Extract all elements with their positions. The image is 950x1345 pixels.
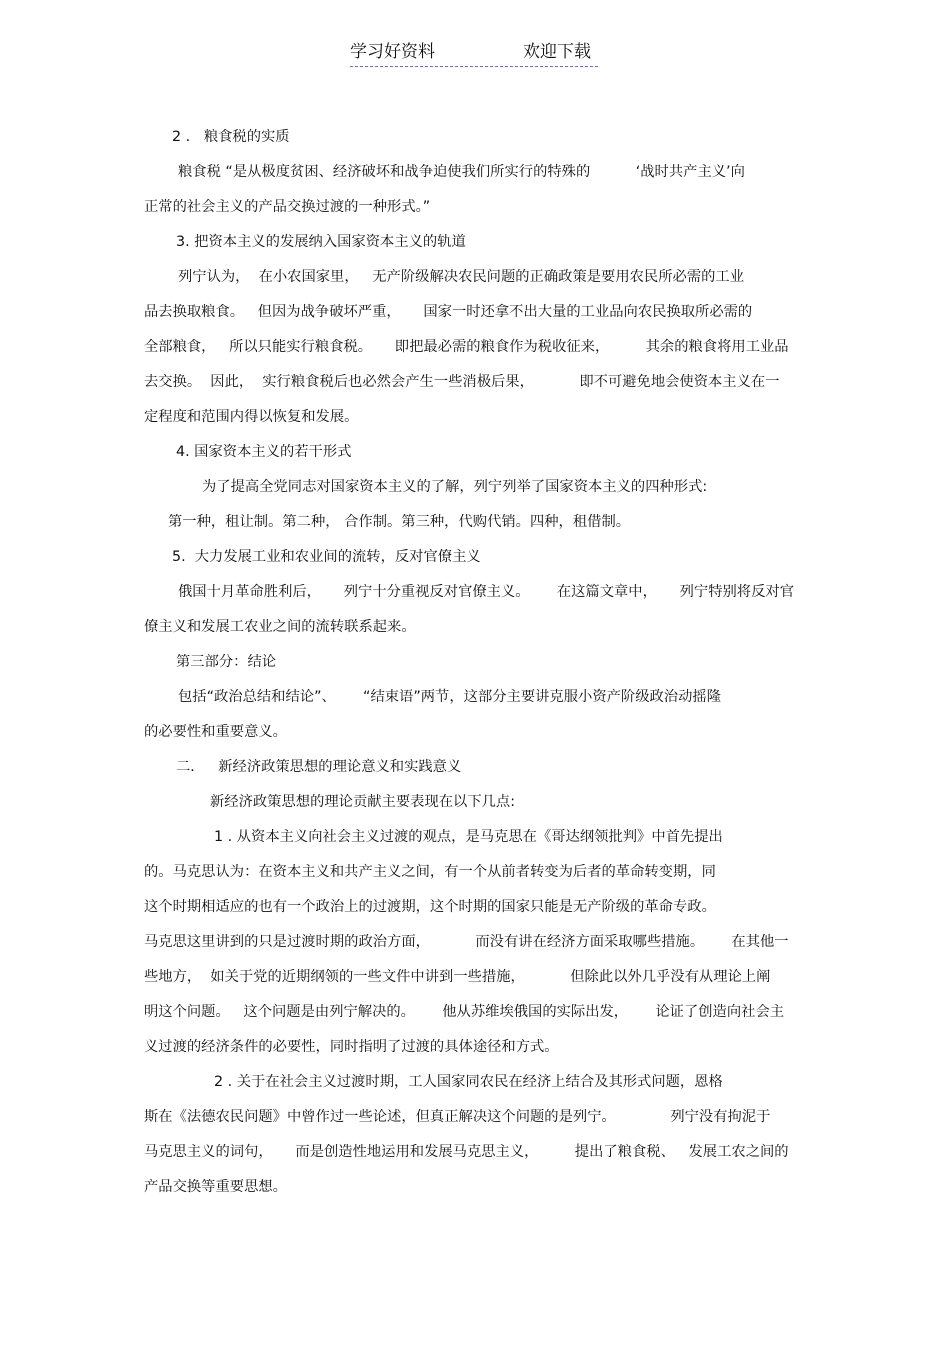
page-header bbox=[350, 40, 598, 67]
section-heading: 2 . 粮食税的实质 bbox=[172, 129, 290, 145]
section-heading: 5. 大力发展工业和农业间的流转，反对官僚主义 bbox=[172, 549, 481, 565]
header-left-text: 学习好资料 bbox=[350, 42, 435, 62]
paragraph-line: 斯在《法德农民问题》中曾作过一些论述，但真正解决这个问题的是列宁。 列宁没有拘泥于 bbox=[144, 1109, 771, 1125]
paragraph-line: 粮食税 “是从极度贫困、经济破坏和战争迫使我们所实行的特殊的 ‘战时共产主义’向 bbox=[178, 164, 745, 180]
chapter-heading: 二． 新经济政策思想的理论意义和实践意义 bbox=[176, 759, 462, 775]
header-right-text: 欢迎下载 bbox=[523, 42, 591, 62]
paragraph-line: 俄国十月革命胜利后， 列宁十分重视反对官僚主义。 在这篇文章中， 列宁特别将反对官 bbox=[178, 584, 794, 600]
paragraph-line: 僚主义和发展工农业之间的流转联系起来。 bbox=[144, 619, 416, 635]
paragraph-line: 列宁认为， 在小农国家里， 无产阶级解决农民问题的正确政策是要用农民所必需的工业 bbox=[178, 269, 745, 285]
paragraph-line: 定程度和范围内得以恢复和发展。 bbox=[144, 409, 359, 425]
paragraph-line: 为了提高全党同志对国家资本主义的了解，列宁列举了国家资本主义的四种形式: bbox=[202, 479, 708, 495]
paragraph-line: 全部粮食， 所以只能实行粮食税。 即把最必需的粮食作为税收征来， 其余的粮食将用工业品 bbox=[144, 339, 789, 355]
paragraph-line: 的。马克思认为：在资本主义和共产主义之间，有一个从前者转变为后者的革命转变期，同 bbox=[144, 864, 716, 880]
intro-line: 新经济政策思想的理论贡献主要表现在以下几点: bbox=[210, 794, 516, 810]
paragraph-line: 这个时期相适应的也有一个政治上的过渡期，这个时期的国家只能是无产阶级的革命专政。 bbox=[144, 899, 716, 915]
paragraph-line: 包括“政治总结和结论”、 “结束语”两节，这部分主要讲克服小资产阶级政治动摇隆 bbox=[178, 689, 721, 705]
section-heading: 4. 国家资本主义的若干形式 bbox=[176, 444, 352, 460]
paragraph-line: 1 . 从资本主义向社会主义过渡的观点，是马克思在《哥达纲领批判》中首先提出 bbox=[214, 829, 723, 845]
paragraph-line: 正常的社会主义的产品交换过渡的一种形式。” bbox=[144, 199, 431, 215]
paragraph-line: 产品交换等重要思想。 bbox=[144, 1179, 287, 1195]
paragraph-line: 2 . 关于在社会主义过渡时期，工人国家同农民在经济上结合及其形式问题，恩格 bbox=[214, 1074, 723, 1090]
section-heading: 3. 把资本主义的发展纳入国家资本主义的轨道 bbox=[176, 234, 466, 250]
paragraph-line: 些地方， 如关于党的近期纲领的一些文件中讲到一些措施， 但除此以外几乎没有从理论上阐 bbox=[144, 969, 771, 985]
paragraph-line: 的必要性和重要意义。 bbox=[144, 724, 287, 740]
paragraph-line: 去交换。 因此， 实行粮食税后也必然会产生一些消极后果， 即不可避免地会使资本主义在一 bbox=[144, 374, 780, 390]
paragraph-line: 品去换取粮食。 但因为战争破坏严重， 国家一时还拿不出大量的工业品向农民换取所必需的 bbox=[144, 304, 753, 320]
paragraph-line: 第一种，租让制。第二种， 合作制。第三种，代购代销。四种，租借制。 bbox=[168, 514, 631, 530]
paragraph-line: 明这个问题。 这个问题是由列宁解决的。 他从苏维埃俄国的实际出发， 论证了创造向社会主 bbox=[144, 1004, 785, 1020]
paragraph-line: 义过渡的经济条件的必要性，同时指明了过渡的具体途径和方式。 bbox=[144, 1039, 559, 1055]
part-heading: 第三部分：结论 bbox=[176, 654, 277, 670]
paragraph-line: 马克思主义的词句， 而是创造性地运用和发展马克思主义， 提出了粮食税、 发展工农之间的 bbox=[144, 1144, 789, 1160]
paragraph-line: 马克思这里讲到的只是过渡时期的政治方面， 而没有讲在经济方面采取哪些措施。 在其他一 bbox=[144, 934, 789, 950]
